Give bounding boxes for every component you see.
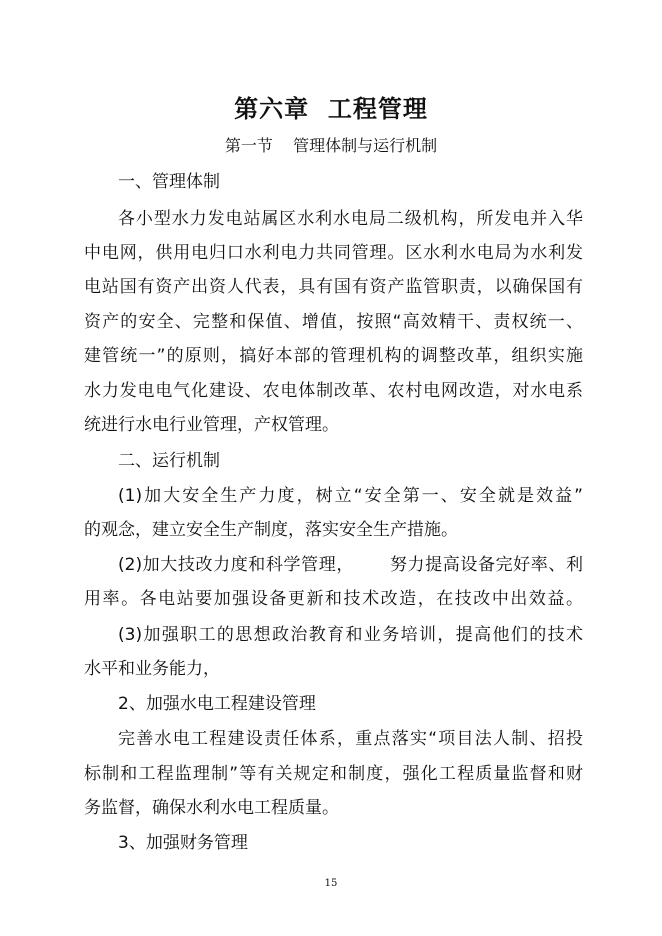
section-title: 第一节 管理体制与运行机制 [224,136,438,155]
paragraph-line: (2)加大技改力度和科学管理， 努力提高设备完好率、利 [118,555,583,575]
paragraph-line: 标制和工程监理制”等有关规定和制度，强化工程质量监督和财 [84,764,583,784]
heading-financial-management: 3、加强财务管理 [118,833,248,853]
heading-operation-mechanism: 二、运行机制 [118,451,220,471]
paragraph-line: 水力发电电气化建设、农电体制改革、农村电网改造，对水电系 [84,381,583,401]
paragraph-line: 电站国有资产出资人代表，具有国有资产监管职责，以确保国有 [84,277,583,297]
paragraph-line: 用率。各电站要加强设备更新和技术改造，在技改中出效益。 [84,589,583,609]
paragraph-line: 资产的安全、完整和保值、增值，按照“高效精干、责权统一、 [84,312,583,332]
paragraph-line: 统进行水电行业管理，产权管理。 [84,415,339,435]
heading-management-system: 一、管理体制 [118,172,220,192]
paragraph-line: 水平和业务能力， [84,659,220,679]
page-number: 15 [324,878,338,889]
paragraph-line: 中电网，供用电归口水利电力共同管理。区水利水电局为水利发 [84,243,583,263]
chapter-title: 第六章 工程管理 [234,94,428,123]
paragraph-line: 务监督，确保水利水电工程质量。 [84,798,339,818]
paragraph-line: 建管统一”的原则，搞好本部的管理机构的调整改革，组织实施 [84,346,583,366]
paragraph-line: 的观念，建立安全生产制度，落实安全生产措施。 [84,520,458,540]
paragraph-line: 完善水电工程建设责任体系，重点落实“项目法人制、招投 [118,729,583,749]
paragraph-line: 各小型水力发电站属区水利水电局二级机构，所发电并入华 [118,209,583,229]
heading-construction-management: 2、加强水电工程建设管理 [118,694,316,714]
paragraph-line: (3)加强职工的思想政治教育和业务培训，提高他们的技术 [118,625,583,645]
paragraph-line: (1)加大安全生产力度，树立“安全第一、安全就是效益” [118,486,583,506]
